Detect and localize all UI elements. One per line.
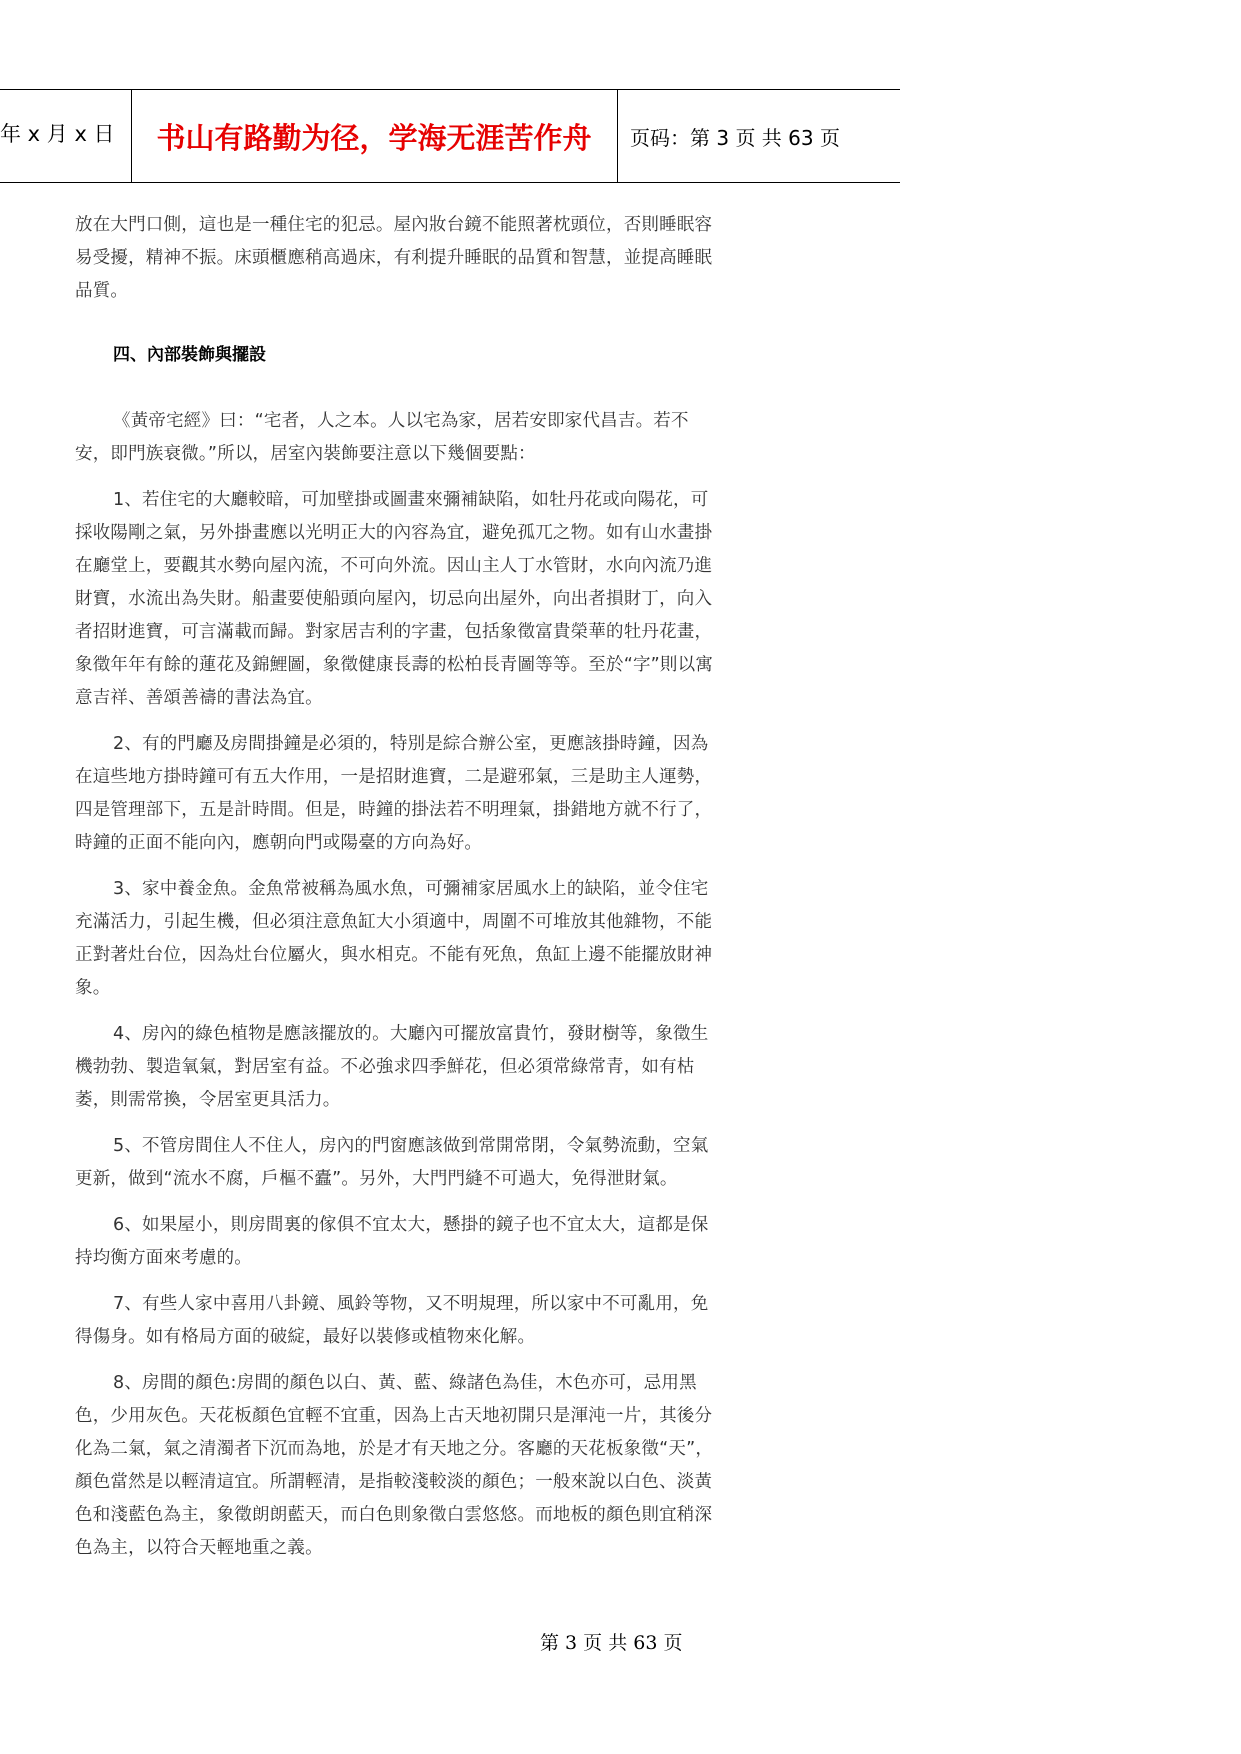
header-date: 年 x 月 x 日 <box>0 122 115 146</box>
page-footer: 第 3 页 共 63 页 <box>540 1632 683 1654</box>
document-body <box>75 209 715 1565</box>
header-bottom-rule <box>0 182 900 183</box>
paragraph-item-1: 1、若住宅的大廳較暗，可加壁掛或圖畫來彌補缺陷，如牡丹花或向陽花，可採收陽剛之氣，另外掛畫應以光明正大的內容為宜，避免孤兀之物。如有山水畫掛在廳堂上，要觀其水勢向屋內流，不可向外流。因山主人丁水管財，水向內流乃進財寶，水流出為失財。船畫要使船頭向屋內，切忌向出屋外，向出者損財丁，向入者招財進寶，可言滿載而歸。對家居吉利的字畫，包括象徵富貴榮華的牡丹花畫，象徵年年有餘的蓮花及錦鯉圖，象徵健康長壽的松柏長青圖等等。至於“字”則以寓意吉祥、善頌善禱的書法為宜。 <box>75 490 714 708</box>
paragraph-item-3: 3、家中養金魚。金魚常被稱為風水魚，可彌補家居風水上的缺陷，並令住宅充滿活力，引起生機，但必須注意魚缸大小須適中，周圍不可堆放其他雜物，不能正對著灶台位，因為灶台位屬火，與水相克。不能有死魚，魚缸上邊不能擺放財神象。 <box>75 879 713 998</box>
paragraph-item-4: 4、房內的綠色植物是應該擺放的。大廳內可擺放富貴竹，發財樹等，象徵生機勃勃、製造氧氣，對居室有益。不必強求四季鮮花，但必須常綠常青，如有枯萎，則需常換，令居室更具活力。 <box>75 1024 709 1110</box>
header-top-rule <box>0 89 900 90</box>
paragraph-item-7: 7、有些人家中喜用八卦鏡、風鈴等物，又不明規理，所以家中不可亂用，免得傷身。如有格局方面的破綻，最好以裝修或植物來化解。 <box>75 1294 709 1347</box>
header-slogan: 书山有路勤为径，学海无涯苦作舟 <box>156 121 592 155</box>
section-title: 四、內部裝飾與擺設 <box>113 345 266 365</box>
paragraph-item-6: 6、如果屋小，則房間裏的傢俱不宜太大，懸掛的鏡子也不宜太大，這都是保持均衡方面來考慮的。 <box>75 1215 709 1268</box>
header-page-info: 页码：第 3 页 共 63 页 <box>630 126 840 150</box>
paragraph-item-8: 8、房間的顏色:房間的顏色以白、黃、藍、綠諸色為佳，木色亦可，忌用黑色，少用灰色。天花板顏色宜輕不宜重，因為上古天地初開只是渾沌一片，其後分化為二氣，氣之清濁者下沉而為地，於是才有天地之分。客廳的天花板象徵“天”，顏色當然是以輕清這宜。所謂輕清，是指較淺較淡的顏色；一般來說以白色、淡黃色和淺藍色為主，象徵朗朗藍天，而白色則象徵白雲悠悠。而地板的顏色則宜稍深色為主，以符合天輕地重之義。 <box>75 1373 714 1558</box>
paragraph-item-5: 5、不管房間住人不住人，房內的門窗應該做到常開常閉，令氣勢流動，空氣更新，做到“流水不腐，戶樞不蠹”。另外，大門門縫不可過大，免得泄財氣。 <box>75 1136 709 1189</box>
paragraph-item-2: 2、有的門廳及房間掛鐘是必須的，特別是綜合辦公室，更應該掛時鐘，因為在這些地方掛時鐘可有五大作用，一是招財進寶，二是避邪氣，三是助主人運勢，四是管理部下，五是計時間。但是，時鐘的掛法若不明理氣，掛錯地方就不行了，時鐘的正面不能向內，應朝向門或陽臺的方向為好。 <box>75 734 713 853</box>
paragraph-quote: 《黃帝宅經》曰：“宅者，人之本。人以宅為家，居若安即家代昌吉。若不安，即門族衰微。”所以，居室內裝飾要注意以下幾個要點： <box>75 411 689 464</box>
intro-paragraph: 放在大門口側，這也是一種住宅的犯忌。屋內妝台鏡不能照著枕頭位，否則睡眠容易受擾，精神不振。床頭櫃應稍高過床，有利提升睡眠的品質和智慧，並提高睡眠品質。 <box>75 215 713 301</box>
header-divider-right <box>617 89 618 183</box>
